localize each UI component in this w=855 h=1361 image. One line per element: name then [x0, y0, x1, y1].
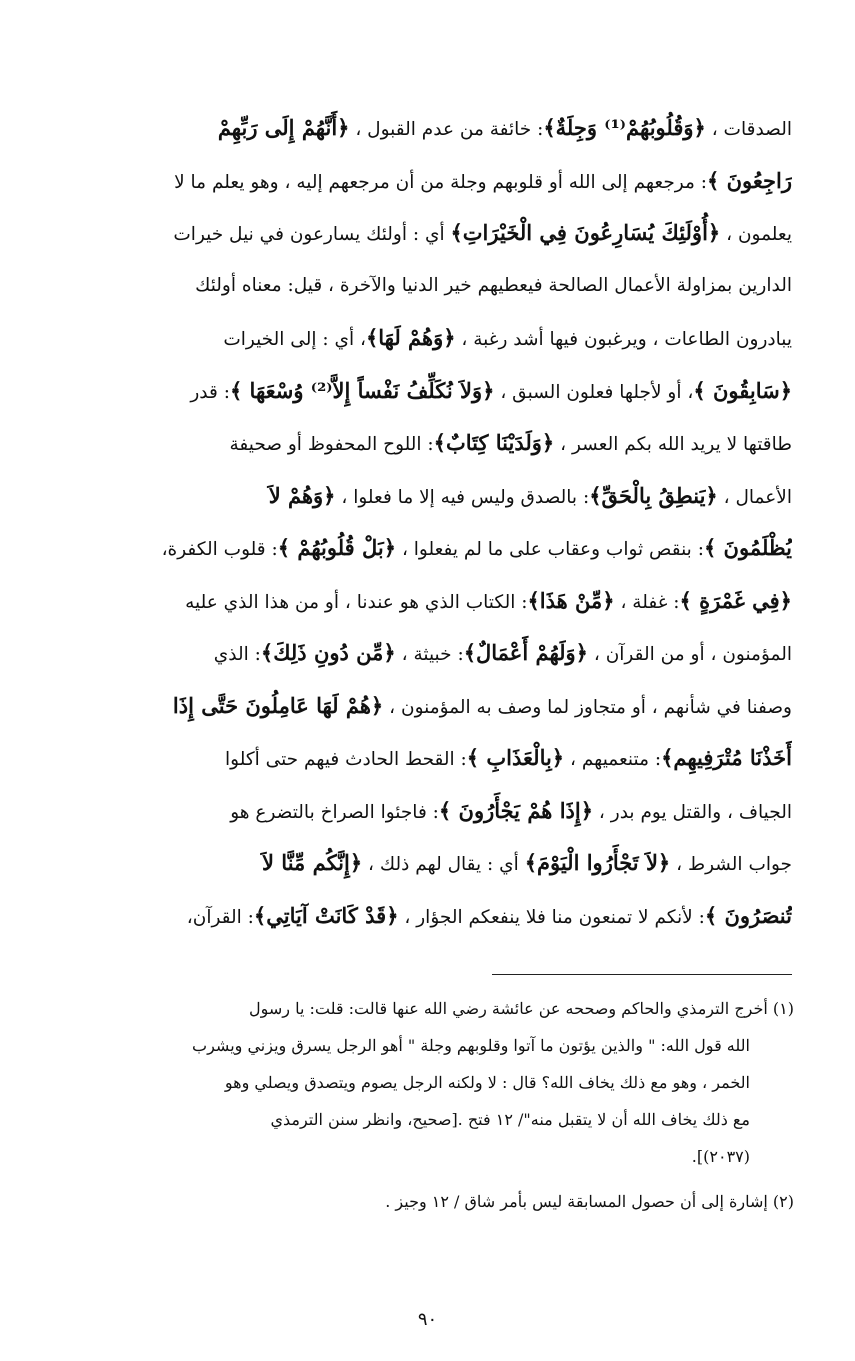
quran-verse: ﴿قَدْ كَانَتْ آيَاتِي﴾	[253, 902, 399, 928]
quran-verse: ﴿يَنطِقُ بِالْحَقِّ﴾	[589, 482, 718, 508]
text-line	[58, 890, 792, 943]
text-span: الجياف ، والقتل يوم بدر ،	[593, 801, 792, 823]
quran-verse: ﴿إِنَّكُم مِّنَّا لاَ	[262, 850, 363, 875]
footnote-1-line: (١) أخرج الترمذي والحاكم وصححه عن عائشة رضي الله عنها قالت: قلت: يا رسول	[248, 999, 794, 1018]
text-span: يبادرون الطاعات ، ويرغبون فيها أشد رغبة ،	[455, 329, 792, 350]
quran-verse: ﴿وَلَهُمْ أَعْمَالٌ﴾	[463, 640, 588, 665]
main-text	[58, 102, 792, 942]
quran-verse: ﴿وَهُمْ لَهَا﴾	[365, 325, 456, 350]
text-span: الدارين بمزاولة الأعمال الصالحة فيعطيهم خير الدنيا والآخرة ، قيل: معناه أولئك	[195, 274, 792, 296]
text-line	[58, 732, 792, 785]
quran-verse: ﴿أُوْلَئِكَ يُسَارِعُونَ فِي الْخَيْرَاتِ﴾	[450, 220, 721, 245]
quran-verse: أَخَذْنَا مُتْرَفِيهِم﴾	[661, 745, 792, 770]
text-span: المؤمنون ، أو من القرآن ،	[587, 644, 792, 665]
text-span: : القحط الحادث فيهم حتى أكلوا	[225, 749, 467, 770]
text-span: ، أي : إلى الخيرات	[223, 329, 366, 350]
quran-verse: ﴿وَلاَ نُكَلِّفُ نَفْساً إِلاَّ⁽²⁾ وُسْعَهَا ﴾	[229, 377, 495, 403]
quran-verse: ﴿وَهُمْ لاَ	[268, 482, 336, 508]
text-line	[58, 417, 792, 470]
quran-verse: ﴿لاَ تَجْأَرُوا الْيَوْمَ﴾	[524, 850, 671, 875]
footnote-1-line: مع ذلك يخاف الله أن لا يتقبل منه"/ ١٢ فتح .[صحيح، وانظر سنن الترمذي	[270, 1110, 750, 1129]
footnote-1-line: (٢٠٣٧)].	[691, 1147, 750, 1166]
text-span: الأعمال ،	[717, 486, 792, 508]
text-span: : خائفة من عدم القبول ،	[349, 119, 544, 140]
text-span: : بنقص ثواب وعقاب على ما لم يفعلوا ،	[396, 539, 704, 560]
quran-verse: يُظْلَمُونَ ﴾	[703, 535, 792, 560]
quran-verse: ﴿وَقُلُوبُهُمْ⁽¹⁾ وَجِلَةٌ﴾	[543, 115, 706, 140]
text-line	[58, 260, 792, 313]
quran-verse: ﴿فِي غَمْرَةٍ ﴾	[679, 587, 792, 613]
text-line	[58, 365, 792, 418]
text-span: أي : أولئك يسارعون في نيل خيرات	[173, 224, 451, 245]
footnote-2-line: (٢) إشارة إلى أن حصول المسابقة ليس بأمر شاق / ١٢ وجيز .	[385, 1192, 794, 1211]
text-line	[58, 312, 792, 365]
text-span: : قلوب الكفرة،	[161, 539, 278, 560]
text-line	[58, 575, 792, 628]
text-line	[58, 680, 792, 733]
quran-verse: ﴿سَابِقُونَ ﴾	[693, 377, 792, 403]
quran-verse: ﴿مِّنْ هَذَا﴾	[527, 587, 615, 613]
text-span: : قدر	[190, 381, 230, 403]
footnote-divider	[492, 974, 792, 975]
text-line	[58, 102, 792, 155]
text-span: طاقتها لا يريد الله بكم العسر ،	[554, 434, 792, 455]
footnote-1-line: الله قول الله: " والذين يؤتون ما آتوا وقلوبهم وجلة " أهو الرجل يسرق ويزني ويشرب	[192, 1036, 750, 1055]
text-line	[58, 627, 792, 680]
quran-verse: رَاجِعُونَ ﴾	[707, 167, 792, 193]
text-line	[58, 155, 792, 208]
quran-verse: ﴿هُمْ لَهَا عَامِلُونَ حَتَّى إِذَا	[172, 692, 384, 718]
text-span: الصدقات ،	[705, 119, 792, 140]
text-span: : الكتاب الذي هو عندنا ، أو من هذا الذي عليه	[185, 591, 528, 613]
quran-verse: ﴿إِذَا هُمْ يَجْأَرُونَ ﴾	[438, 797, 594, 823]
quran-verse: ﴿بِالْعَذَابِ ﴾	[466, 745, 565, 770]
text-line	[58, 837, 792, 890]
text-span: : لأنكم لا تمنعون منا فلا ينفعكم الجؤار ،	[398, 906, 705, 928]
text-span: : القرآن،	[186, 906, 254, 928]
text-span: : مرجعهم إلى الله أو قلوبهم وجلة من أن مرجعهم إليه ، وهو يعلم ما لا	[174, 171, 708, 193]
text-span: وصفنا في شأنهم ، أو متجاوز لما وصف به المؤمنون ،	[383, 696, 792, 718]
quran-verse: ﴿مِّن دُونِ ذَلِكَ﴾	[260, 640, 396, 665]
text-span: ، أو لأجلها فعلون السبق ،	[494, 381, 694, 403]
page-number: ٩٠	[417, 1309, 438, 1330]
quran-verse: ﴿وَلَدَيْنَا كِتَابٌ﴾	[433, 430, 555, 455]
text-span: أي : يقال لهم ذلك ،	[362, 854, 525, 875]
text-span: : متنعميهم ،	[564, 749, 662, 770]
text-span: : غفلة ،	[614, 591, 680, 613]
text-span: : فاجئوا الصراخ بالتضرع هو	[230, 801, 439, 823]
footnotes	[58, 990, 794, 1220]
quran-verse: ﴿أَنَّهُمْ إِلَى رَبِّهِمْ	[217, 115, 350, 140]
text-line	[58, 207, 792, 260]
text-line	[58, 522, 792, 575]
footnote-1-line: الخمر ، وهو مع ذلك يخاف الله؟ قال : لا ولكنه الرجل يصوم ويتصدق ويصلي وهو	[224, 1073, 750, 1092]
text-line	[58, 470, 792, 523]
text-span: يعلمون ،	[720, 224, 792, 245]
text-line	[58, 785, 792, 838]
text-span: جواب الشرط ،	[670, 854, 792, 875]
text-span: : اللوح المحفوظ أو صحيفة	[229, 434, 434, 455]
text-span: : بالصدق وليس فيه إلا ما فعلوا ،	[335, 486, 590, 508]
text-span: : خبيثة ،	[395, 644, 464, 665]
quran-verse: ﴿بَلْ قُلُوبُهُمْ ﴾	[277, 535, 397, 560]
quran-verse: تُنصَرُونَ ﴾	[704, 902, 792, 928]
text-span: : الذي	[213, 644, 261, 665]
